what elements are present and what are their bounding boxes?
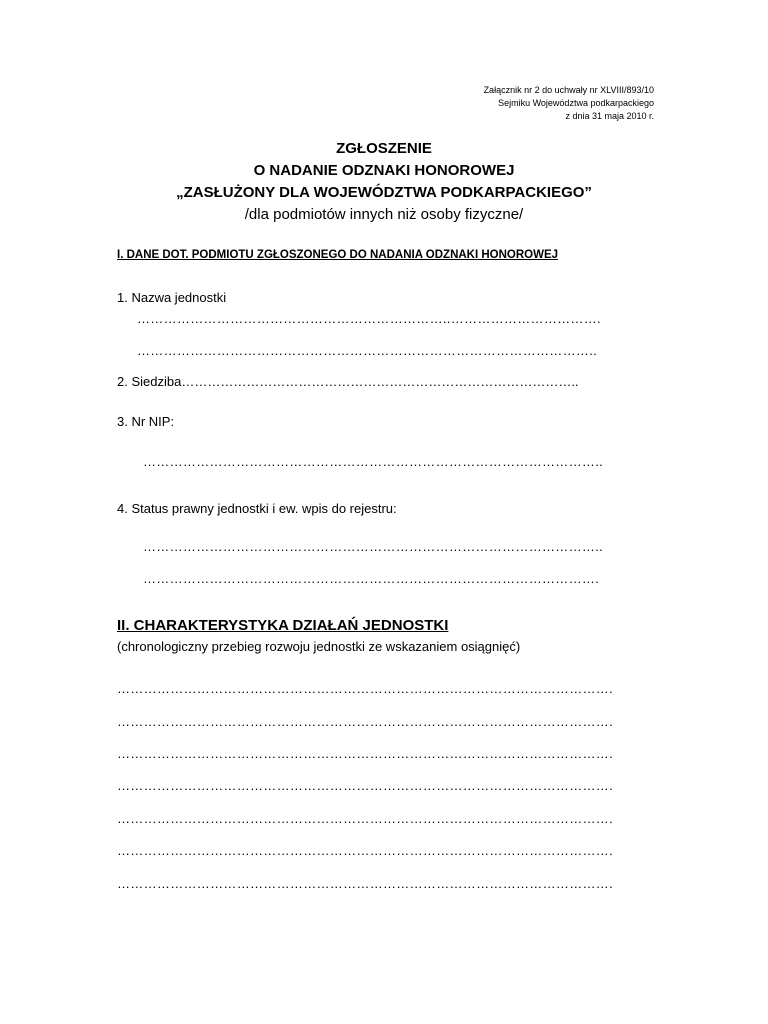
field-nip-label: 3. Nr NIP: [117,414,175,429]
attachment-note-line3: z dnia 31 maja 2010 r. [565,111,654,121]
activity-input-line[interactable]: …………………………………………………………………………………………………. [117,681,614,696]
field-legal-status-input-line1[interactable]: ………………………………………………………………………………………….. [143,539,604,554]
activity-input-line[interactable]: …………………………………………………………………………………………………. [117,778,614,793]
field-seat-label[interactable]: 2. Siedziba……………………………………………………………………………….. [117,374,579,389]
field-name-input-line1[interactable]: ……………………………………………………………..……………………………. [137,311,601,326]
activity-input-line[interactable]: …………………………………………………………………………………………………. [117,843,614,858]
section2-subheading: (chronologiczny przebieg rozwoju jednostki ze wskazaniem osiągnięć) [117,639,521,654]
field-name-input-line2[interactable]: ………………………………………………………………………………………….. [137,343,598,358]
title-line3: „ZASŁUŻONY DLA WOJEWÓDZTWA PODKARPACKIEGO” [176,184,592,201]
activity-input-line[interactable]: …………………………………………………………………………………………………. [117,746,614,761]
field-legal-status-input-line2[interactable]: …………………………………………………………………………………………. [143,571,600,586]
field-legal-status-label: 4. Status prawny jednostki i ew. wpis do rejestru: [117,501,397,516]
activity-input-line[interactable]: …………………………………………………………………………………………………. [117,714,614,729]
attachment-note-line2: Sejmiku Województwa podkarpackiego [498,98,654,108]
field-name-label: 1. Nazwa jednostki [117,290,227,305]
title-line2: O NADANIE ODZNAKI HONOROWEJ [253,162,515,179]
field-nip-input-line[interactable]: ………………………………………………………………………………………….. [143,454,604,469]
attachment-note-line1: Załącznik nr 2 do uchwały nr XLVIII/893/10 [483,85,654,95]
document-title [0,138,768,226]
attachment-note [484,84,654,123]
activity-input-line[interactable]: …………………………………………………………………………………………………. [117,876,614,891]
section1-heading: I. DANE DOT. PODMIOTU ZGŁOSZONEGO DO NADANIA ODZNAKI HONOROWEJ [117,249,559,261]
activity-input-line[interactable]: …………………………………………………………………………………………………. [117,811,614,826]
title-line1: ZGŁOSZENIE [336,140,432,157]
title-subtitle: /dla podmiotów innych niż osoby fizyczne/ [244,206,524,223]
section2-heading: II. CHARAKTERYSTYKA DZIAŁAŃ JEDNOSTKI [117,617,449,634]
